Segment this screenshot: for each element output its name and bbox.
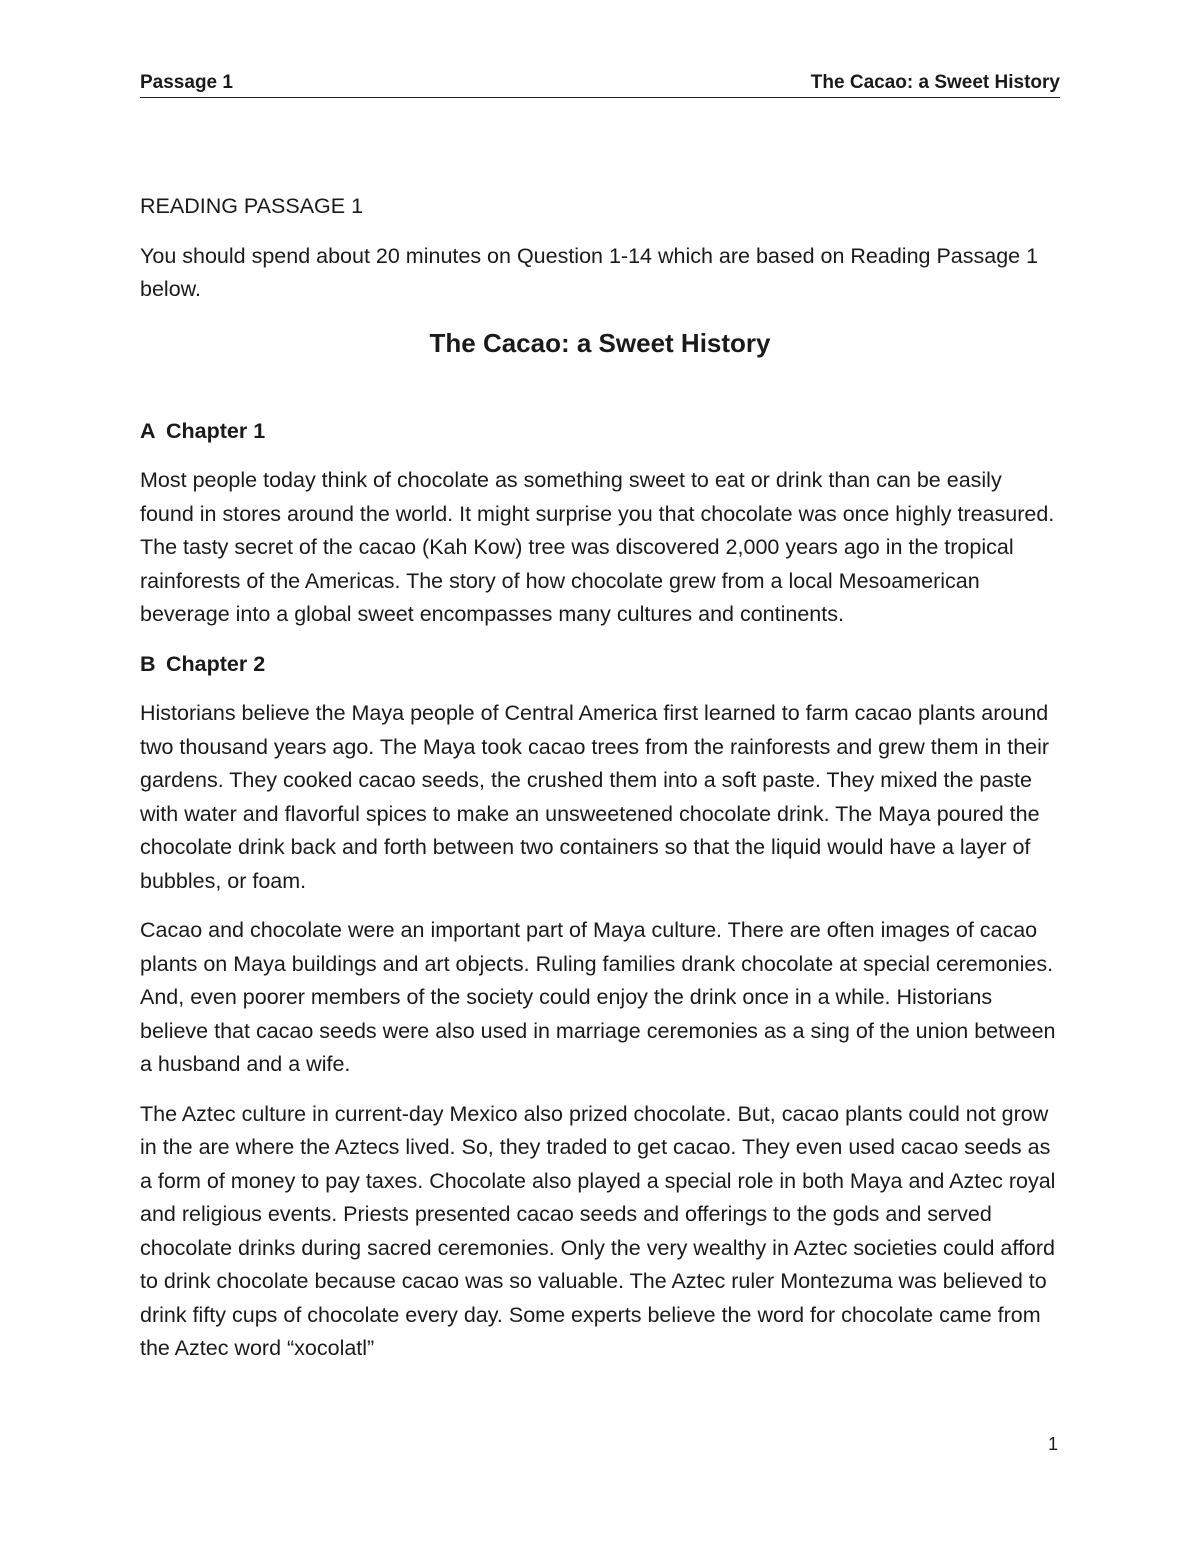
- header-left: Passage 1: [140, 72, 233, 93]
- instruction-text: You should spend about 20 minutes on Question 1-14 which are based on Reading Passage 1 below.: [140, 243, 1039, 301]
- page-number: 1: [1047, 1434, 1058, 1454]
- running-header: [140, 72, 1060, 98]
- passage-title: The Cacao: a Sweet History: [429, 327, 771, 358]
- section-b-letter: B: [140, 651, 156, 676]
- section-a-title: Chapter 1: [166, 418, 266, 443]
- page-content: [140, 190, 1060, 1382]
- header-right: The Cacao: a Sweet History: [810, 72, 1060, 93]
- section-b-paragraph-2: Cacao and chocolate were an important part of Maya culture. There are often images of cacao plants on Maya buildings and art objects. Ruling families drank chocolate at special ceremonies. And, even poorer members of the society could enjoy the drink once in a while. Historians believe that cacao seeds were also used in marriage ceremonies as a sing of the union between a husband and a wife.: [140, 918, 1056, 1076]
- section-a-paragraph-1: Most people today think of chocolate as something sweet to eat or drink than can be easily found in stores around the world. It might surprise you that chocolate was once highly treasured. The tasty secret of the cacao (Kah Kow) tree was discovered 2,000 years ago in the tropical rainforests of the Americas. The story of how chocolate grew from a local Mesoamerican beverage into a global sweet encompasses many cultures and continents.: [140, 468, 1055, 626]
- passage-label: READING PASSAGE 1: [140, 194, 364, 218]
- section-a-heading: [140, 415, 1060, 449]
- section-b-paragraph-1: Historians believe the Maya people of Central America first learned to farm cacao plants around two thousand years ago. The Maya took cacao trees from the rainforests and grew them in their gardens. They cooked cacao seeds, the crushed them into a soft paste. They mixed the paste with water and flavorful spices to make an unsweetened chocolate drink. The Maya poured the chocolate drink back and forth between two containers so that the liquid would have a layer of bubbles, or foam.: [140, 701, 1050, 893]
- section-b-heading: [140, 648, 1060, 682]
- section-b-title: Chapter 2: [166, 651, 266, 676]
- section-b-paragraph-3: The Aztec culture in current-day Mexico also prized chocolate. But, cacao plants could not grow in the are where the Aztecs lived. So, they traded to get cacao. They even used cacao seeds as a form of money to pay taxes. Chocolate also played a special role in both Maya and Aztec royal and religious events. Priests presented cacao seeds and offerings to the gods and served chocolate drinks during sacred ceremonies. Only the very wealthy in Aztec societies could afford to drink chocolate because cacao was so valuable. The Aztec ruler Montezuma was believed to drink fifty cups of chocolate every day. Some experts believe the word for chocolate came from the Aztec word “xocolatl”: [140, 1101, 1056, 1360]
- section-a-letter: A: [140, 418, 156, 443]
